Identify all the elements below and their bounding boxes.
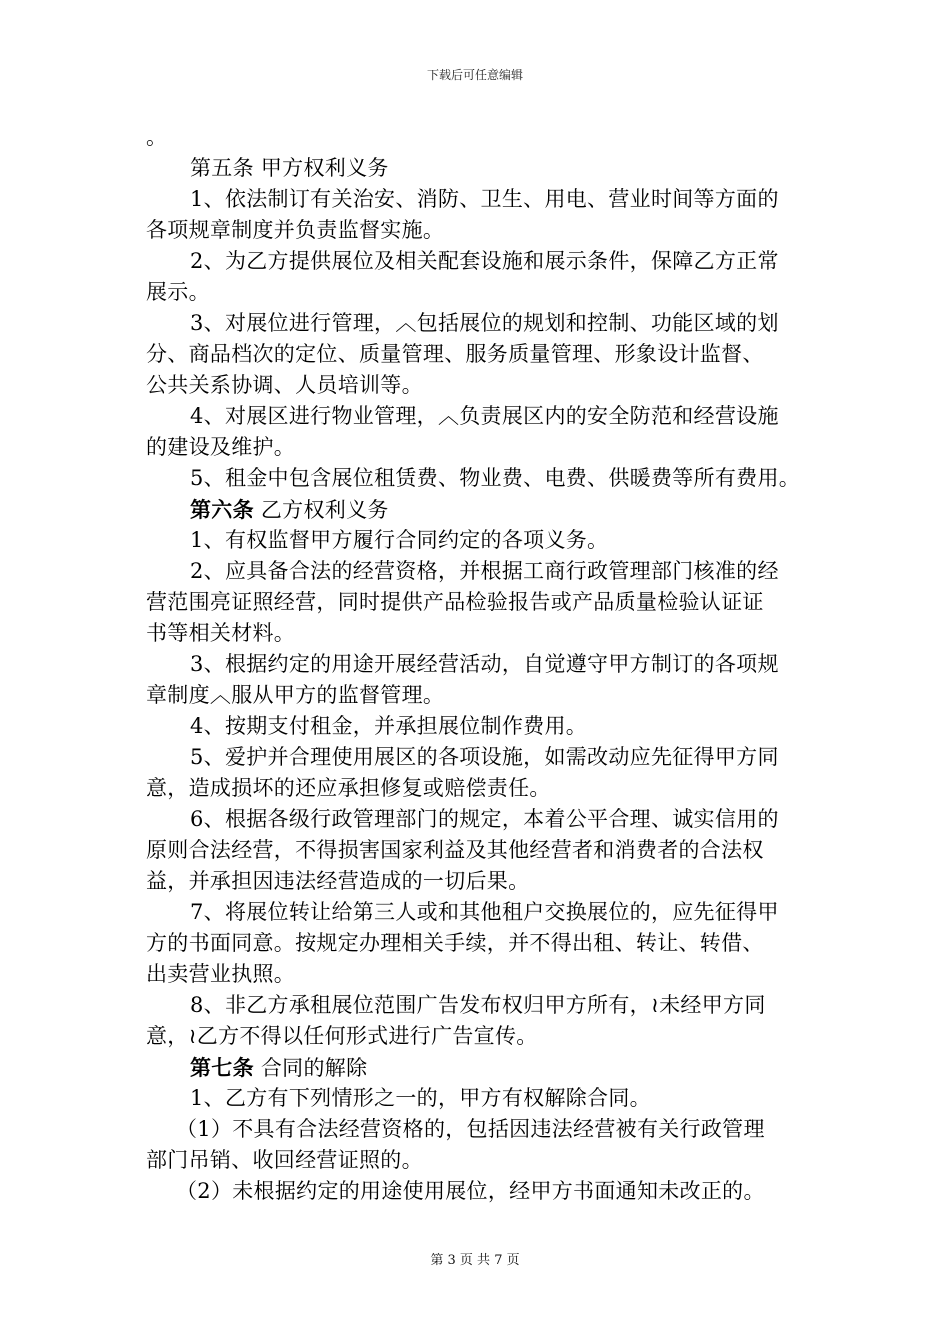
line-text: 1、有权监督甲方履行合同约定的各项义务。	[190, 528, 609, 552]
text-line	[146, 897, 826, 928]
line-text: 1、乙方有下列情形之一的，甲方有权解除合同。	[190, 1086, 651, 1110]
line-text: 2、为乙方提供展位及相关配套设施和展示条件，保障乙方正常	[190, 249, 779, 273]
text-line	[146, 1083, 826, 1114]
text-line	[146, 804, 826, 835]
text-line	[146, 959, 826, 990]
line-text: 8、非乙方承租展位范围广告发布权归甲方所有，≀未经甲方同	[190, 993, 766, 1017]
text-line	[146, 990, 826, 1021]
text-line	[146, 1145, 826, 1176]
page-header: 下载后可任意编辑	[426, 68, 523, 82]
text-line	[146, 866, 826, 897]
line-text: 原则合法经营，不得损害国家利益及其他经营者和消费者的合法权	[146, 838, 764, 862]
text-line	[146, 835, 826, 866]
text-line	[146, 680, 826, 711]
line-text: 出卖营业执照。	[146, 962, 296, 986]
text-line	[146, 618, 826, 649]
text-line	[146, 928, 826, 959]
line-text: 1、依法制订有关治安、消防、卫生、用电、营业时间等方面的	[190, 187, 779, 211]
text-line	[146, 556, 826, 587]
text-line	[146, 401, 826, 432]
text-line	[146, 649, 826, 680]
line-text: 营范围亮证照经营，同时提供产品检验报告或产品质量检验认证证	[146, 590, 764, 614]
line-text: 3、根据约定的用途开展经营活动，自觉遵守甲方制订的各项规	[190, 652, 779, 676]
line-text: 章制度︿服从甲方的监督管理。	[146, 683, 445, 707]
line-text: 4、按期支付租金，并承担展位制作费用。	[190, 714, 588, 738]
line-text: 分、商品档次的定位、质量管理、服务质量管理、形象设计监督、	[146, 342, 764, 366]
text-line	[146, 711, 826, 742]
text-line	[146, 184, 826, 215]
line-text: 乙方权利义务	[253, 498, 389, 522]
text-line	[146, 308, 826, 339]
text-line	[146, 432, 826, 463]
line-text: 3、对展位进行管理，︿包括展位的规划和控制、功能区域的划	[190, 311, 779, 335]
line-text: 第五条 甲方权利义务	[190, 156, 389, 180]
section-heading	[146, 494, 826, 525]
line-text: 意，造成损坏的还应承担修复或赔偿责任。	[146, 776, 551, 800]
line-text: 意，≀乙方不得以任何形式进行广告宣传。	[146, 1024, 538, 1048]
line-text: 的建设及维护。	[146, 435, 296, 459]
article-number: 第七条	[190, 1055, 254, 1080]
line-text: 书等相关材料。	[146, 621, 296, 645]
text-line	[146, 122, 826, 153]
text-line	[146, 153, 826, 184]
text-line	[146, 1021, 826, 1052]
text-line	[146, 339, 826, 370]
line-text: 部门吊销、收回经营证照的。	[146, 1148, 423, 1172]
line-text: 方的书面同意。按规定办理相关手续，并不得出租、转让、转借、	[146, 931, 764, 955]
document-body	[146, 122, 826, 1207]
line-text: 合同的解除	[253, 1056, 368, 1080]
line-text: 4、对展区进行物业管理，︿负责展区内的安全防范和经营设施	[190, 404, 779, 428]
line-text: 5、爱护并合理使用展区的各项设施，如需改动应先征得甲方同	[190, 745, 779, 769]
section-heading	[146, 1052, 826, 1083]
line-text: 展示。	[146, 280, 210, 304]
line-text: 7、将展位转让给第三人或和其他租户交换展位的，应先征得甲	[190, 900, 779, 924]
text-line	[146, 773, 826, 804]
line-text: 2、应具备合法的经营资格，并根据工商行政管理部门核准的经	[190, 559, 779, 583]
text-line	[146, 742, 826, 773]
line-text: 6、根据各级行政管理部门的规定，本着公平合理、诚实信用的	[190, 807, 779, 831]
line-text: （1）不具有合法经营资格的，包括因违法经营被有关行政管理	[176, 1117, 765, 1141]
line-text: 5、租金中包含展位租赁费、物业费、电费、供暖费等所有费用。	[190, 466, 801, 490]
text-line	[146, 1114, 826, 1145]
line-text: 各项规章制度并负责监督实施。	[146, 218, 445, 242]
text-line	[146, 370, 826, 401]
line-text: 公共关系协调、人员培训等。	[146, 373, 423, 397]
article-number: 第六条	[190, 497, 254, 522]
text-line	[146, 277, 826, 308]
text-line	[146, 246, 826, 277]
text-line	[146, 463, 826, 494]
line-text: （2）未根据约定的用途使用展位，经甲方书面通知未改正的。	[176, 1179, 765, 1203]
text-line	[146, 525, 826, 556]
text-line	[146, 587, 826, 618]
page-footer: 第 3 页 共 7 页	[430, 1253, 520, 1268]
text-line	[146, 215, 826, 246]
line-text: 。	[146, 125, 168, 149]
line-text: 益，并承担因违法经营造成的一切后果。	[146, 869, 530, 893]
text-line	[146, 1176, 826, 1207]
